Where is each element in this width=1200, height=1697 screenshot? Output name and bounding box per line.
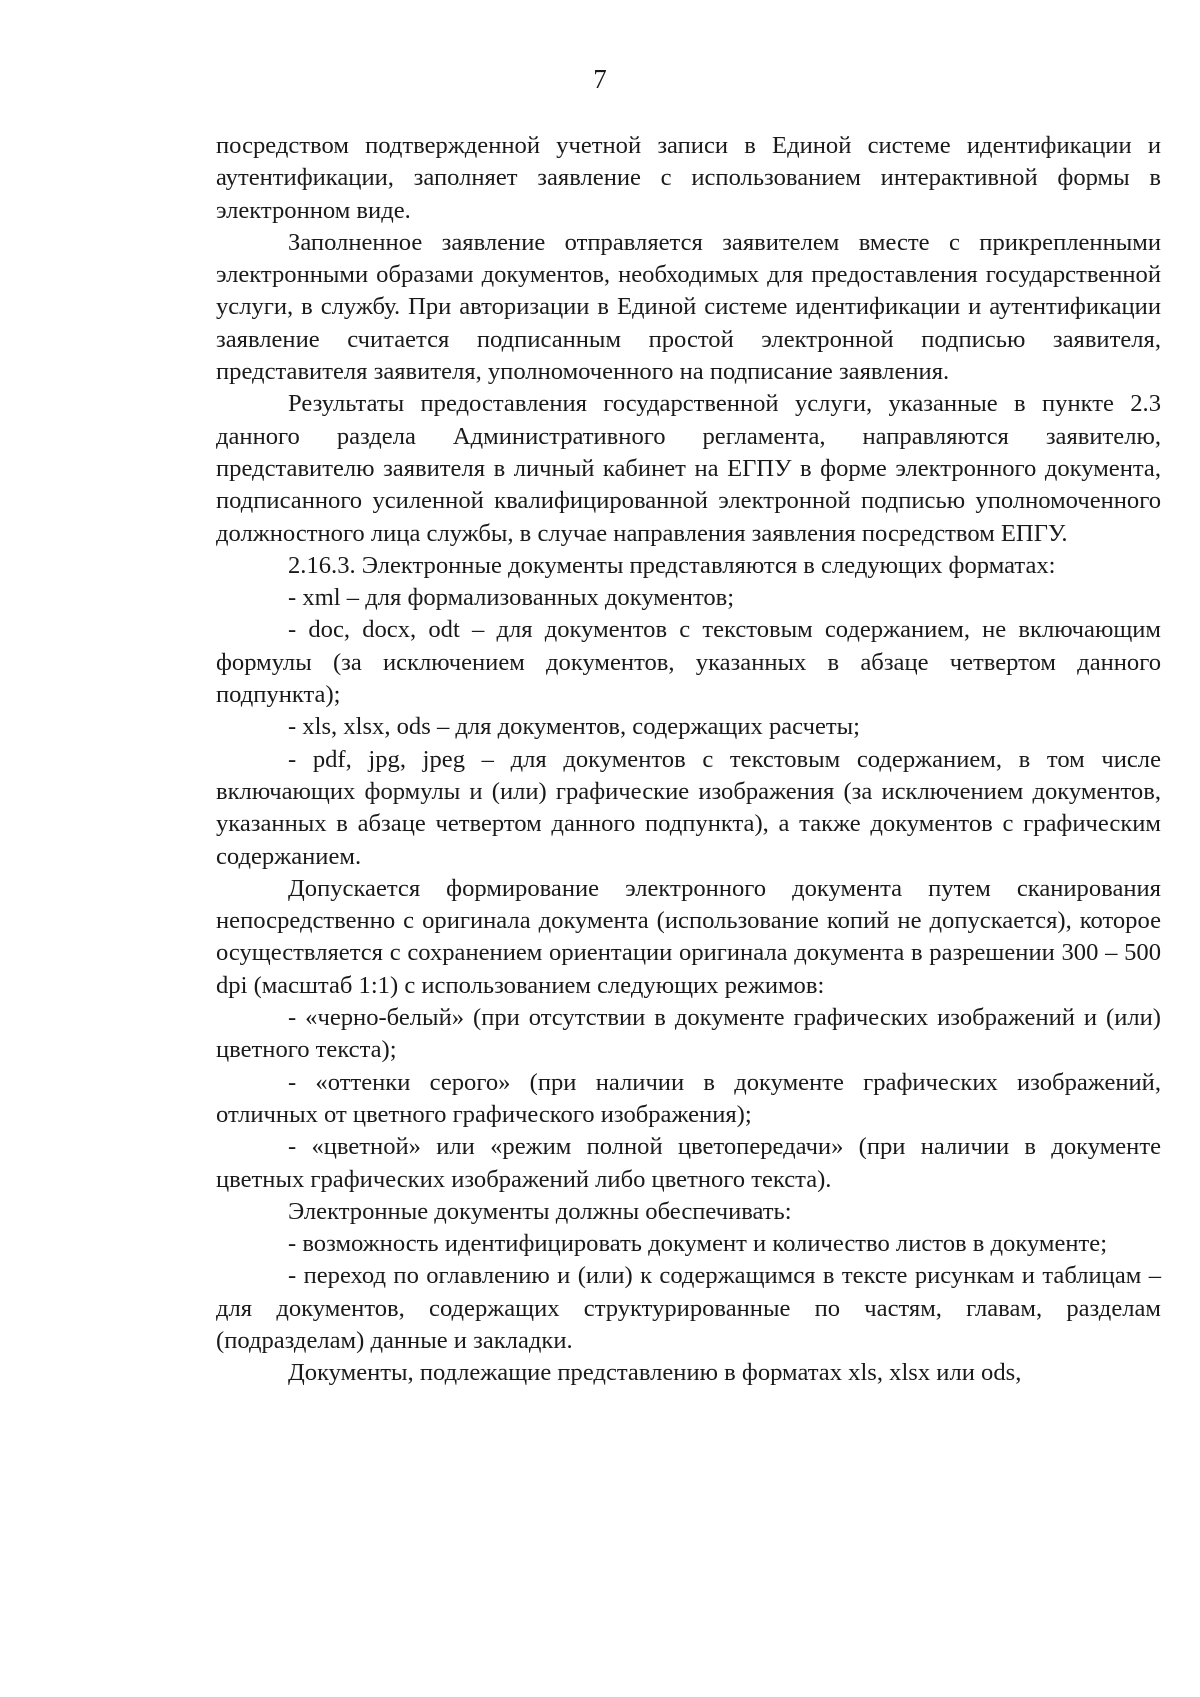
list-item: - doc, docx, odt – для документов с текстовым содержанием, не включающим формулы (за исключением документов, указанных в абзаце четвертом данного подпункта); [216, 616, 1161, 709]
paragraph: Электронные документы должны обеспечивать: [288, 1197, 792, 1225]
paragraph: Допускается формирование электронного документа путем сканирования непосредственно с оригинала документа (использование копий не допускается), которое осуществляется с сохранением ориентации оригинала документа в разрешении 300 – 500 dpi (масштаб 1:1) с использованием следующих режимов: [216, 874, 1161, 999]
list-item: - «черно-белый» (при отсутствии в документе графических изображений и (или) цветного текста); [216, 1004, 1161, 1064]
list-item: - переход по оглавлению и (или) к содержащимся в тексте рисункам и таблицам – для документов, содержащих структурированные по частям, главам, разделам (подразделам) данные и закладки. [216, 1262, 1161, 1354]
list-item: - «оттенки серого» (при наличии в документе графических изображений, отличных от цветного графического изображения); [216, 1068, 1161, 1128]
list-item: - pdf, jpg, jpeg – для документов с текстовым содержанием, в том числе включающих формулы и (или) графические изображения (за исключением документов, указанных в абзаце четвертом данного подпункта), а также документов с графическим содержанием. [216, 745, 1161, 870]
document-body [216, 130, 1161, 1390]
list-item: - xml – для формализованных документов; [288, 584, 735, 612]
paragraph: Заполненное заявление отправляется заявителем вместе с прикрепленными электронными образами документов, необходимых для предоставления государственной услуги, в службу. При авторизации в Единой системе идентификации и аутентификации заявление считается подписанным простой электронной подписью заявителя, представителя заявителя, уполномоченного на подписание заявления. [216, 228, 1161, 386]
list-item: - возможность идентифицировать документ и количество листов в документе; [288, 1230, 1108, 1258]
paragraph: посредством подтвержденной учетной записи в Единой системе идентификации и аутентификации, заполняет заявление с использованием интерактивной формы в электронном виде. [216, 132, 1161, 224]
section-paragraph: 2.16.3. Электронные документы представляются в следующих форматах: [288, 551, 1056, 579]
paragraph: Результаты предоставления государственной услуги, указанные в пункте 2.3 данного раздела Административного регламента, направляются заявителю, представителю заявителя в личный кабинет на ЕГПУ в форме электронного документа, подписанного усиленной квалифицированной электронной подписью уполномоченного должностного лица службы, в случае направления заявления посредством ЕПГУ. [216, 390, 1161, 547]
list-item: - xls, xlsx, ods – для документов, содержащих расчеты; [288, 713, 860, 741]
paragraph: Документы, подлежащие представлению в форматах xls, xlsx или ods, [288, 1359, 1022, 1387]
list-item: - «цветной» или «режим полной цветопередачи» (при наличии в документе цветных графических изображений либо цветного текста). [216, 1133, 1161, 1193]
page-number: 7 [593, 64, 607, 94]
